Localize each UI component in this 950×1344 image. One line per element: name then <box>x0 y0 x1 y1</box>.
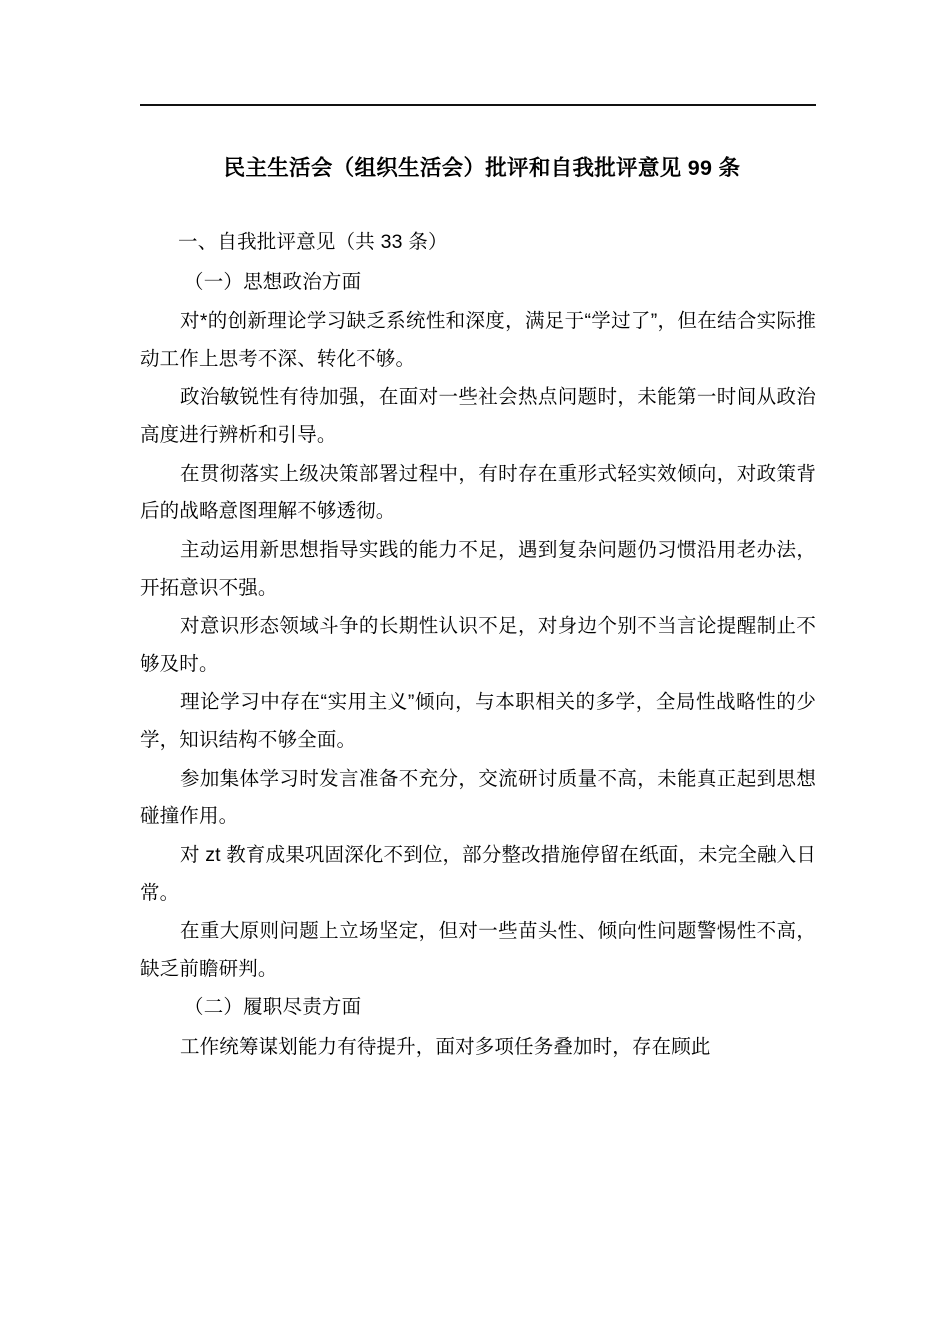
paragraph: 政治敏锐性有待加强，在面对一些社会热点问题时，未能第一时间从政治高度进行辨析和引导。 <box>140 386 816 446</box>
paragraph: 主动运用新思想指导实践的能力不足，遇到复杂问题仍习惯沿用老办法，开拓意识不强。 <box>140 538 816 599</box>
paragraph: 工作统筹谋划能力有待提升，面对多项任务叠加时，存在顾此 <box>180 1035 711 1058</box>
paragraph: 对*的创新理论学习缺乏系统性和深度，满足于“学过了”，但在结合实际推动工作上思考不深、转化不够。 <box>140 310 816 370</box>
paragraph: 对 zt 教育成果巩固深化不到位，部分整改措施停留在纸面，未完全融入日常。 <box>140 843 816 904</box>
paragraph: 在重大原则问题上立场坚定，但对一些苗头性、倾向性问题警惕性不高，缺乏前瞻研判。 <box>140 920 816 980</box>
page-title: 民主生活会（组织生活会）批评和自我批评意见 99 条 <box>223 156 741 180</box>
subsection-heading: （一）思想政治方面 <box>184 270 362 293</box>
document-body <box>140 104 816 1067</box>
header-rule <box>140 104 816 106</box>
paragraph: 对意识形态领域斗争的长期性认识不足，对身边个别不当言论提醒制止不够及时。 <box>140 615 816 675</box>
paragraph: 参加集体学习时发言准备不充分，交流研讨质量不高，未能真正起到思想碰撞作用。 <box>140 767 816 828</box>
paragraph: 理论学习中存在“实用主义”倾向，与本职相关的多学，全局性战略性的少学，知识结构不够全面。 <box>140 691 816 751</box>
section-heading: 一、自我批评意见（共 33 条） <box>178 231 448 254</box>
subsection-heading-2: （二）履职尽责方面 <box>184 996 362 1019</box>
paragraph: 在贯彻落实上级决策部署过程中，有时存在重形式轻实效倾向，对政策背后的战略意图理解不够透彻。 <box>140 462 816 523</box>
